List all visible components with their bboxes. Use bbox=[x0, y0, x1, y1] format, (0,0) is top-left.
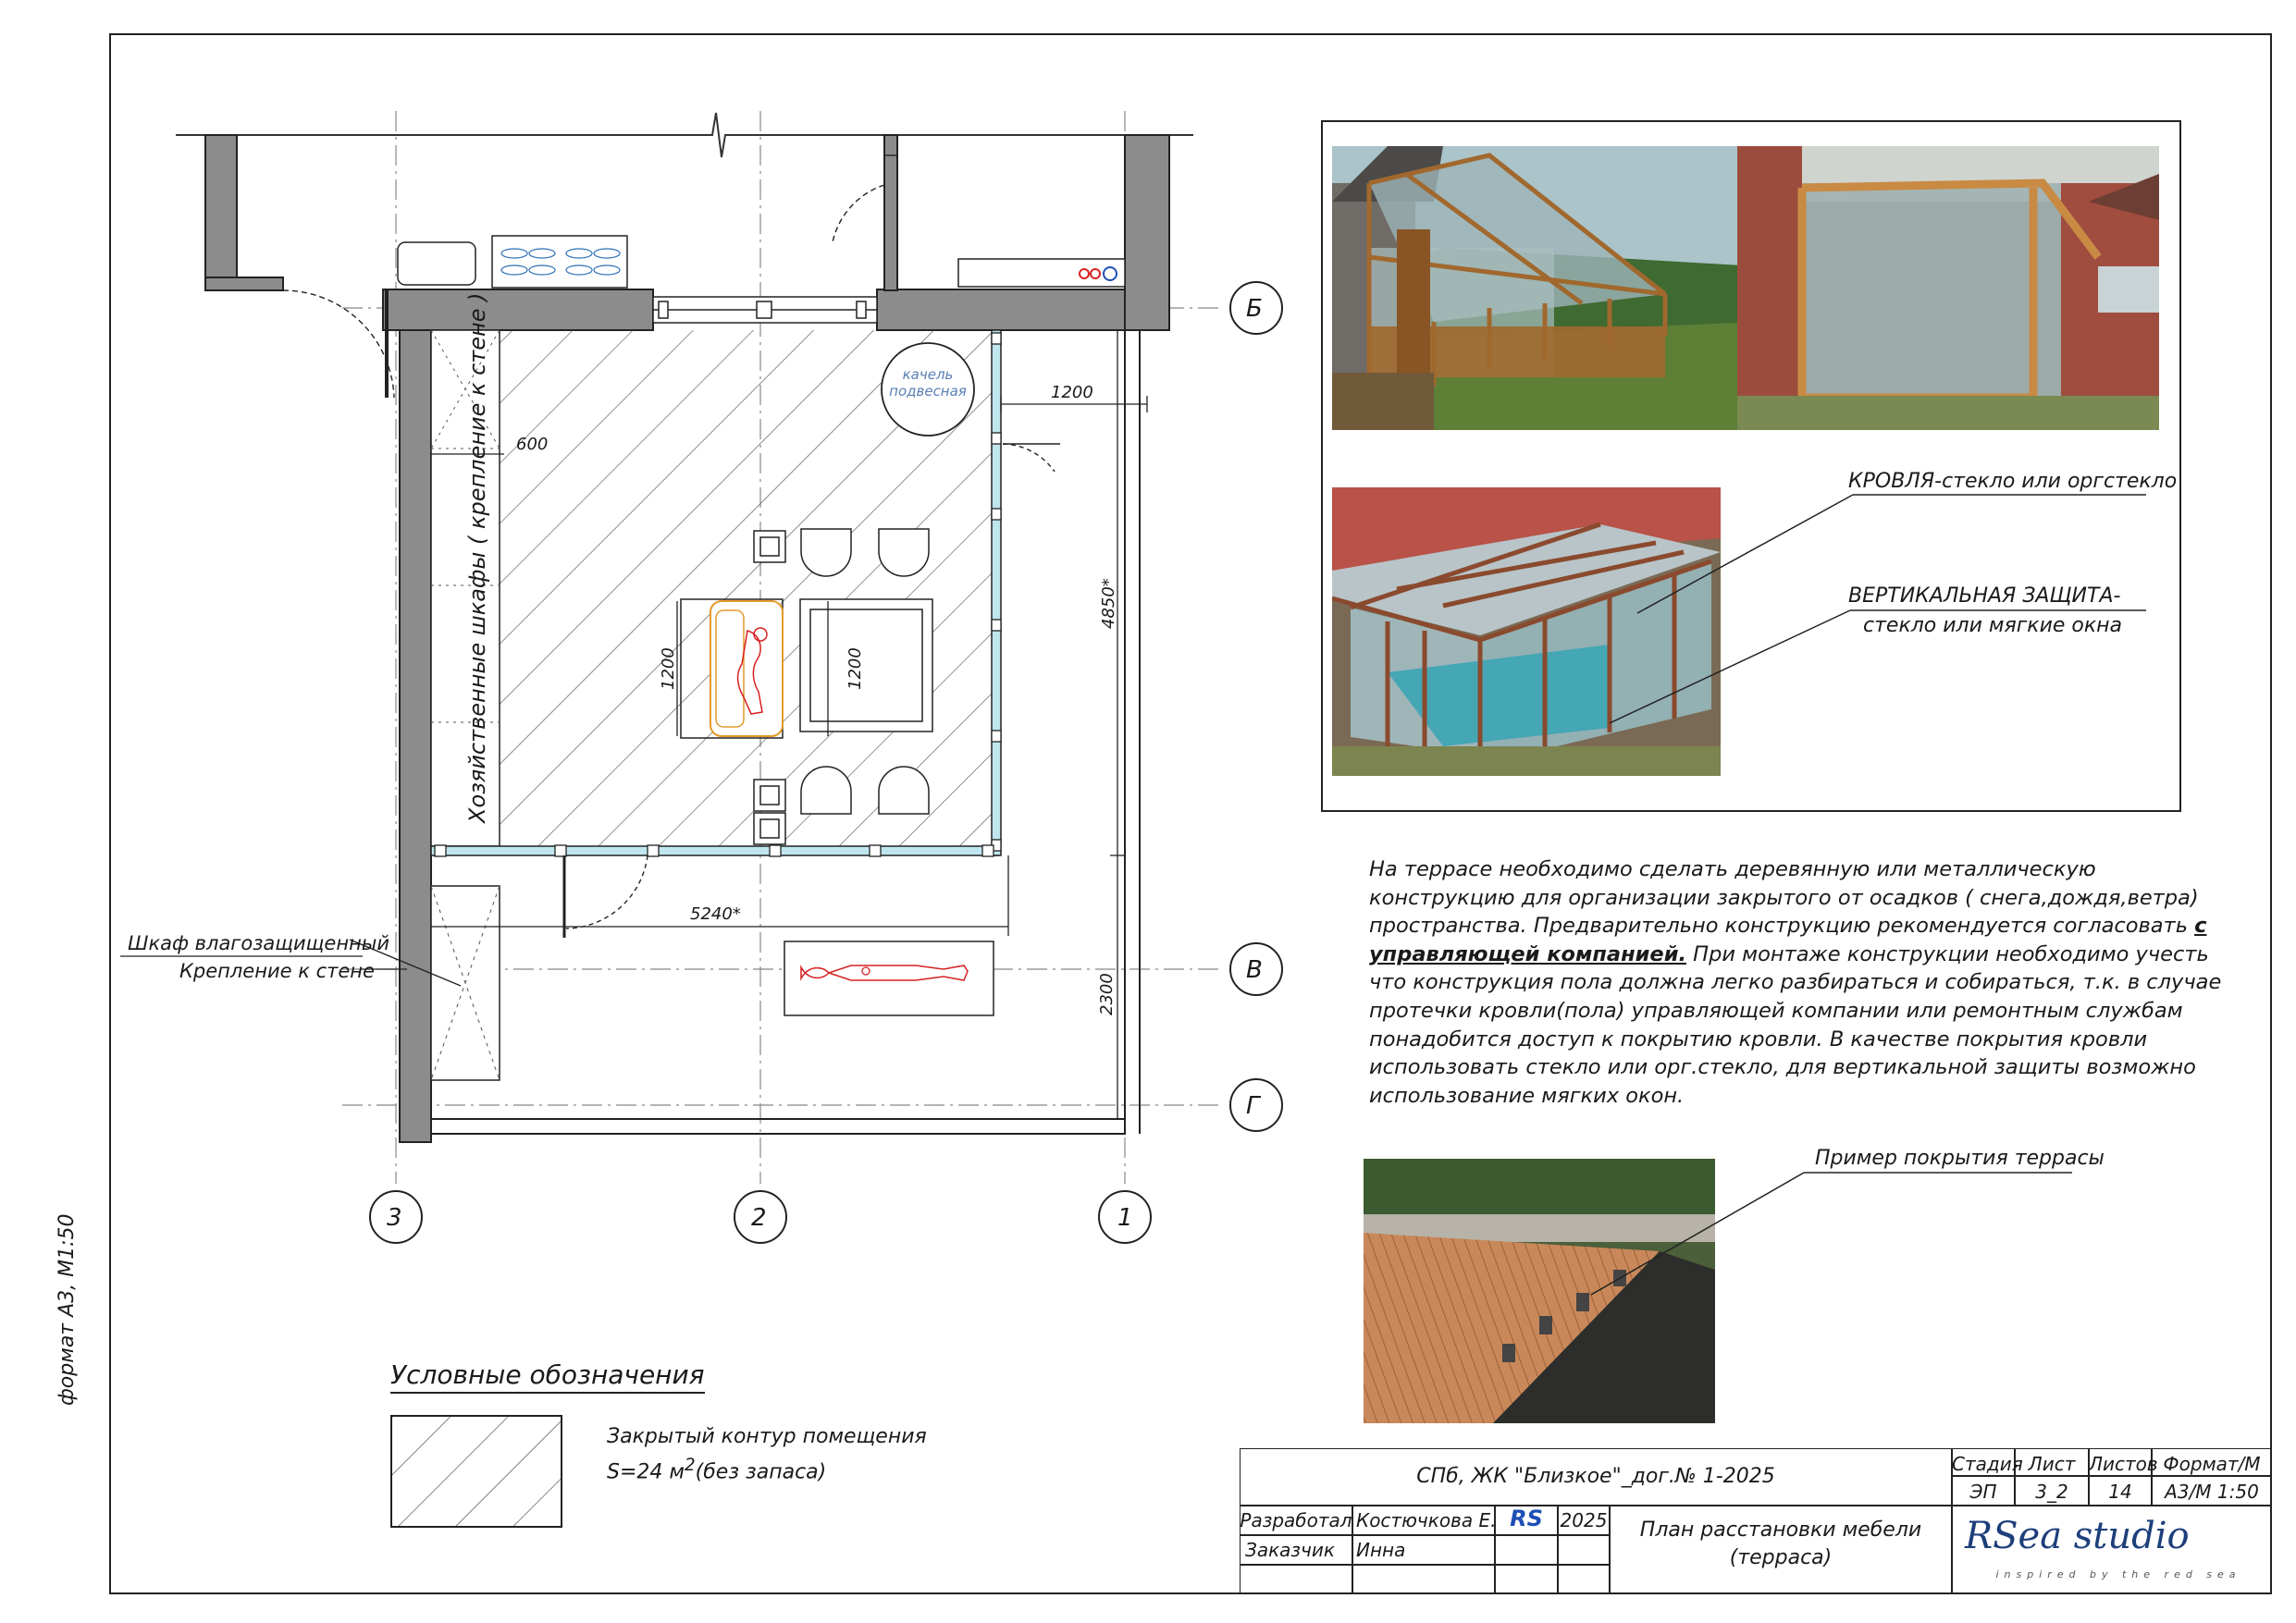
stamp-client-name: Инна bbox=[1356, 1539, 1406, 1561]
axis-label-3: 3 bbox=[387, 1204, 402, 1232]
dim-1200-table: 1200 bbox=[846, 647, 865, 690]
legend-item-line2: S=24 $м^2(без$ запаса) bbox=[607, 1456, 827, 1484]
wardrobe-label-2: Крепление к стене bbox=[179, 960, 375, 982]
swing-label: качель подвесная bbox=[889, 366, 967, 400]
lounger bbox=[784, 941, 994, 1015]
legend-text bbox=[607, 1422, 927, 1486]
axis-label-1: 1 bbox=[1117, 1204, 1133, 1232]
photo-floor-callout bbox=[1591, 1165, 2072, 1304]
stamp-v-stage: ЭП bbox=[1969, 1481, 1997, 1503]
stamp-title-1: План расстановки мебели bbox=[1639, 1518, 1922, 1542]
stamp-h-sheets: Листов bbox=[2089, 1453, 2158, 1475]
title-block bbox=[1240, 1448, 2272, 1594]
dim-1200-top: 1200 bbox=[1051, 383, 1093, 402]
wet-wardrobe bbox=[431, 886, 500, 1080]
photo-brick-terrace bbox=[1737, 146, 2159, 430]
axis-label-2: 2 bbox=[751, 1204, 767, 1232]
description-part2: При монтаже конструкции необходимо учесть что конструкция пола должна легко разбираться и собираться, т.к. в случае протечки кровли(пола) управляющей компании или ремонтным службам понадобится доступ к покрытию кровли. В качестве покрытия кровли использовать стекло или орг.стекло, для вертикальной защиты возможно использование мягких окон. bbox=[1369, 941, 2222, 1108]
axis-label-b: Б bbox=[1246, 295, 1263, 323]
upper-fixtures bbox=[398, 236, 1125, 288]
axis-label-v: В bbox=[1246, 956, 1263, 984]
stamp-project: СПб, ЖК "Близкое"_дог.№ 1-2025 bbox=[1416, 1465, 1775, 1488]
stamp-v-sheet: 3_2 bbox=[2035, 1481, 2068, 1503]
description-emphasis: с управляющей компанией. bbox=[1369, 914, 2207, 966]
dim-5240: 5240* bbox=[690, 904, 741, 924]
description-part1: На террасе необходимо сделать деревянную или металлическую конструкцию для организации закрытого от осадков ( снега,дождя,ветра) пространства. Предварительно конструкцию рекомендуется согласовать bbox=[1369, 857, 2199, 939]
stamp-dev-label: Разработал bbox=[1240, 1509, 1352, 1531]
stamp-dev-sign: RS bbox=[1510, 1506, 1543, 1531]
stamp-dev-name: Костючкова Е. bbox=[1356, 1509, 1497, 1531]
stamp-h-format: Формат/М bbox=[2163, 1453, 2261, 1475]
legend-item-line1: Закрытый контур помещения bbox=[607, 1425, 927, 1448]
callout-roof: КРОВЛЯ-стекло или оргстекло bbox=[1848, 470, 2178, 493]
dim-2300: 2300 bbox=[1097, 973, 1117, 1015]
stamp-title-2: (терраса) bbox=[1729, 1546, 1833, 1569]
cabinets-label: Хозяйственные шкафы ( крепление к стене ) bbox=[464, 292, 490, 823]
callout-wall-2: стекло или мягкие окна bbox=[1863, 614, 2123, 637]
stamp-logo-tagline: inspired by the red sea bbox=[1995, 1568, 2241, 1580]
stamp-h-stage: Стадия bbox=[1952, 1453, 2023, 1475]
stamp-logo: RSea studio bbox=[1965, 1515, 2190, 1557]
photo-greenhouse bbox=[1332, 146, 1758, 430]
stamp-client-label: Заказчик bbox=[1245, 1539, 1335, 1561]
stamp-v-sheets: 14 bbox=[2108, 1481, 2132, 1503]
legend-title: Условные обозначения bbox=[390, 1359, 705, 1394]
dim-600: 600 bbox=[516, 435, 549, 454]
dim-1200-sofa: 1200 bbox=[659, 647, 678, 690]
upper-window bbox=[653, 297, 877, 323]
wardrobe-label-1: Шкаф влагозащищенный bbox=[128, 932, 390, 954]
format-label: формат А3, М1:50 bbox=[56, 1213, 79, 1406]
axis-label-g: Г bbox=[1246, 1092, 1260, 1120]
sofa bbox=[710, 601, 783, 736]
description-text bbox=[1369, 855, 2248, 1110]
legend-hatch-sample bbox=[390, 1415, 562, 1528]
callout-floor: Пример покрытия террасы bbox=[1815, 1147, 2105, 1170]
callout-wall-1: ВЕРТИКАЛЬНАЯ ЗАЩИТА- bbox=[1848, 584, 2121, 608]
stamp-v-format: А3/М 1:50 bbox=[2165, 1481, 2259, 1503]
stamp-dev-year: 2025 bbox=[1560, 1509, 1608, 1531]
stamp-h-sheet: Лист bbox=[2028, 1453, 2076, 1475]
floor-plan bbox=[0, 0, 1314, 1341]
dim-4850: 4850* bbox=[1099, 578, 1118, 629]
